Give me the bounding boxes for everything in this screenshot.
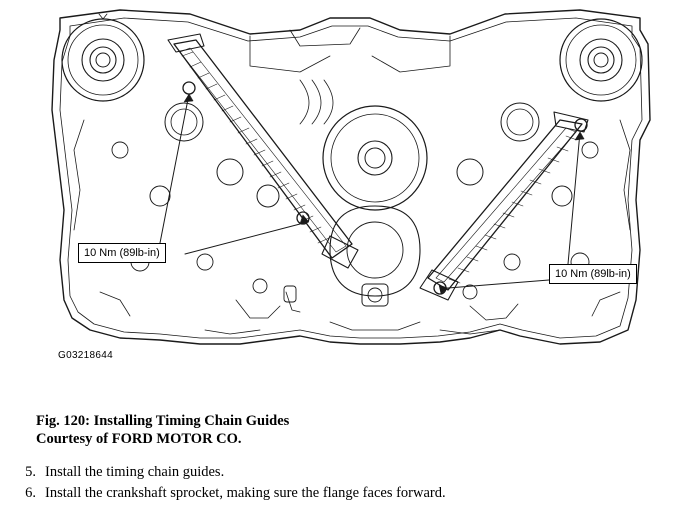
figure-id-label: G03218644 [58, 350, 113, 361]
step-number: 5. [25, 464, 36, 480]
procedure-steps [10, 462, 690, 504]
callout-torque-right: 10 Nm (89lb-in) [549, 264, 637, 284]
callout-torque-left: 10 Nm (89lb-in) [78, 243, 166, 263]
figure-caption-courtesy: Courtesy of FORD MOTOR CO. [36, 431, 242, 447]
list-item [10, 462, 690, 483]
figure-caption [36, 412, 676, 448]
step-number: 6. [25, 485, 36, 501]
step-text: Install the timing chain guides. [45, 464, 225, 480]
step-text: Install the crankshaft sprocket, making sure the flange faces forward. [45, 485, 446, 501]
list-item [10, 483, 690, 504]
figure-caption-title: Fig. 120: Installing Timing Chain Guides [36, 413, 290, 429]
